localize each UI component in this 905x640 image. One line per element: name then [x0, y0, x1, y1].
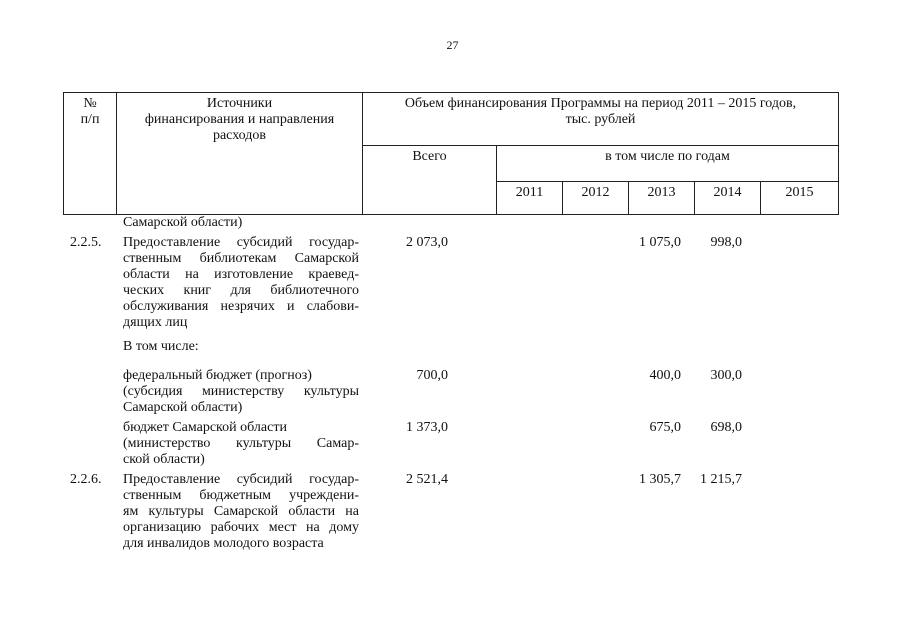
header-volume-line1: Объем финансирования Программы на период 2011 – 2015 годов,	[404, 96, 797, 111]
regional-description	[123, 420, 359, 468]
continuation-text: Самарской области)	[123, 215, 243, 230]
federal-description	[123, 368, 359, 416]
row-226-2014: 1 215,7	[700, 472, 742, 487]
header-sources-line2: финансирования и направления	[144, 112, 335, 127]
including-label: В том числе:	[123, 339, 199, 354]
federal-2014: 300,0	[710, 368, 742, 383]
row-226-line: для инвалидов молодого возраста	[123, 536, 324, 551]
header-by-years-cell: в том числе по годам	[497, 146, 839, 182]
header-sources-line1: Источники	[206, 96, 273, 111]
row-226-total: 2 521,4	[406, 472, 448, 487]
header-year-2014: 2014	[695, 182, 761, 215]
header-table	[63, 92, 839, 215]
header-number-line2: п/п	[80, 112, 100, 127]
row-225-description	[123, 235, 359, 331]
header-year-2015: 2015	[761, 182, 839, 215]
row-225-line: дящих лиц	[123, 315, 188, 330]
regional-line: ской области)	[123, 452, 205, 467]
federal-total: 700,0	[416, 368, 448, 383]
page-number: 27	[446, 38, 459, 52]
regional-line: бюджет Самарской области	[123, 420, 287, 435]
row-225-line: обслуживания незрячих и слабови-	[123, 299, 359, 314]
row-225-total: 2 073,0	[406, 235, 448, 250]
row-225-number: 2.2.5.	[70, 235, 102, 250]
row-225-line: Предоставление субсидий государ-	[123, 235, 359, 250]
row-226-2013: 1 305,7	[639, 472, 681, 487]
header-year-2011: 2011	[497, 182, 563, 215]
regional-2014: 698,0	[710, 420, 742, 435]
header-volume-cell	[363, 93, 839, 146]
row-225-2013: 1 075,0	[639, 235, 681, 250]
header-sources-line3: расходов	[212, 128, 267, 143]
federal-line: (субсидия министерству культуры	[123, 384, 359, 399]
row-226-number: 2.2.6.	[70, 472, 102, 487]
header-sources-cell	[117, 93, 363, 215]
row-226-line: ственным бюджетным учреждени-	[123, 488, 359, 503]
header-year-2013: 2013	[629, 182, 695, 215]
header-year-2012: 2012	[563, 182, 629, 215]
row-225-2014: 998,0	[710, 235, 742, 250]
row-226-description	[123, 472, 359, 552]
federal-line: федеральный бюджет (прогноз)	[123, 368, 312, 383]
regional-line: (министерство культуры Самар-	[123, 436, 359, 451]
regional-total: 1 373,0	[406, 420, 448, 435]
regional-2013: 675,0	[649, 420, 681, 435]
header-number-cell	[64, 93, 117, 215]
row-226-line: Предоставление субсидий государ-	[123, 472, 359, 487]
header-volume-line2: тыс. рублей	[565, 112, 636, 127]
row-226-line: организацию рабочих мест на дому	[123, 520, 359, 535]
row-225-line: области на изготовление краевед-	[123, 267, 359, 282]
federal-line: Самарской области)	[123, 400, 243, 415]
row-225-line: ственным библиотекам Самарской	[123, 251, 359, 266]
row-226-line: ям культуры Самарской области на	[123, 504, 359, 519]
row-225-line: ческих книг для библиотечного	[123, 283, 359, 298]
federal-2013: 400,0	[649, 368, 681, 383]
header-number-line1: №	[83, 96, 97, 111]
header-total-cell: Всего	[363, 146, 497, 215]
